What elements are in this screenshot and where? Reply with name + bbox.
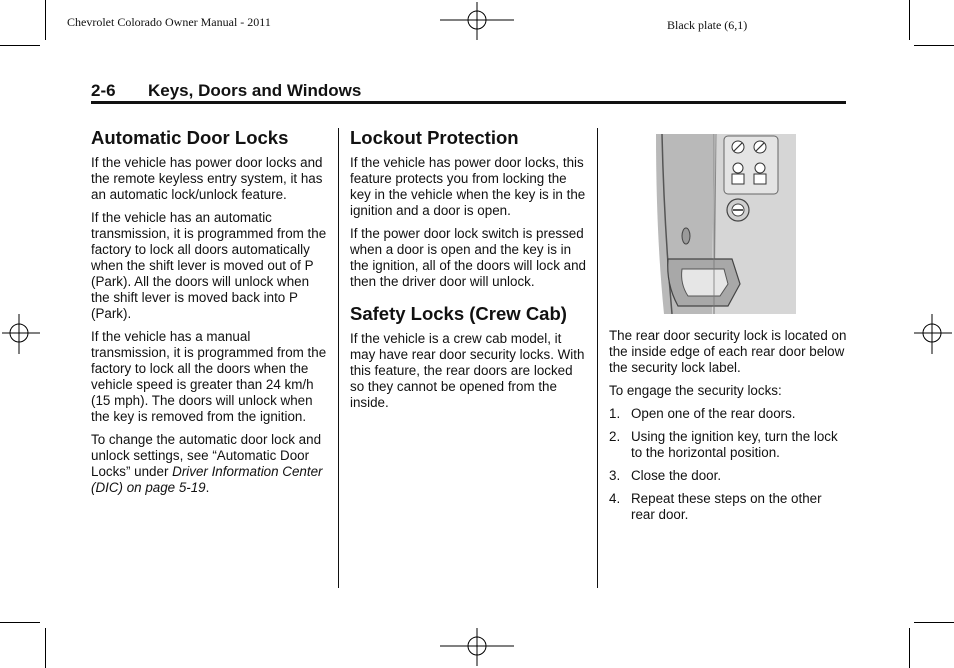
step-number: 3. [609,468,621,483]
section-rule [91,101,846,104]
section-title: Keys, Doors and Windows [148,81,362,100]
step-number: 4. [609,491,621,506]
step-text: Close the door. [631,468,722,483]
crop-mark [45,628,46,668]
section-header [91,81,361,101]
paragraph: To engage the security locks: [609,383,782,398]
section-number: 2-6 [91,81,116,100]
lockout-protection-section [350,128,590,418]
paragraph-text: To change the automatic door lock and unlock settings, see “Automatic Door Locks” under [91,432,322,479]
cross-reference-link[interactable]: Driver Information Center (DIC) on page 5-19 [91,464,323,495]
crop-mark [0,45,40,46]
rear-door-security-lock-illustration [654,134,796,314]
paragraph: If the vehicle is a crew cab model, it may have rear door security locks. With this feature, the rear doors are locked so they cannot be opened from the inside. [350,331,585,410]
list-item [609,491,849,523]
automatic-door-locks-section [91,128,331,503]
crop-mark [45,0,46,40]
crop-mark [914,45,954,46]
list-item [609,468,849,484]
list-item [609,429,849,461]
crop-mark [0,622,40,623]
paragraph-end: . [205,480,210,495]
steps-list [609,406,849,523]
step-text: Open one of the rear doors. [631,406,796,421]
crop-mark [914,622,954,623]
crop-mark [909,628,910,668]
step-text: Using the ignition key, turn the lock to the horizontal position. [631,429,838,460]
lockout-protection-heading: Lockout Protection [350,127,519,148]
paragraph: If the power door lock switch is pressed when a door is open and the key is in the ignition, all of the doors will lock and then the driver door will unlock. [350,226,586,289]
registration-target-icon [912,312,954,356]
security-lock-instructions [609,328,849,530]
paragraph: The rear door security lock is located on the inside edge of each rear door below the security lock label. [609,328,847,375]
paragraph: If the vehicle has power door locks and the remote keyless entry system, it has an automatic lock/unlock feature. [91,155,323,202]
paragraph: If the vehicle has power door locks, this feature protects you from locking the key in the vehicle when the key is in the ignition and a door is open. [350,155,586,218]
column-divider [597,128,598,588]
paragraph-cross-reference [91,432,331,496]
registration-target-icon [440,626,516,668]
automatic-door-locks-heading: Automatic Door Locks [91,127,289,148]
paragraph: If the vehicle has an automatic transmission, it is programmed from the factory to lock all doors automatically when the shift lever is moved out of P (Park). All the doors will unlock when the shift lever is moved back into P (Park). [91,210,327,321]
list-item [609,406,849,422]
print-header-title: Chevrolet Colorado Owner Manual - 2011 [67,15,271,29]
column-divider [338,128,339,588]
registration-target-icon [440,0,516,42]
safety-locks-heading: Safety Locks (Crew Cab) [350,303,567,324]
crop-mark [909,0,910,40]
print-header-plate: Black plate (6,1) [667,18,748,32]
paragraph: If the vehicle has a manual transmission, it is programmed from the factory to lock all the doors when the vehicle speed is greater than 24 km/h (15 mph). The doors will unlock when the key is removed from the ignition. [91,329,327,424]
step-text: Repeat these steps on the other rear door. [631,491,822,522]
registration-target-icon [0,312,42,356]
step-number: 1. [609,406,621,421]
step-number: 2. [609,429,621,444]
